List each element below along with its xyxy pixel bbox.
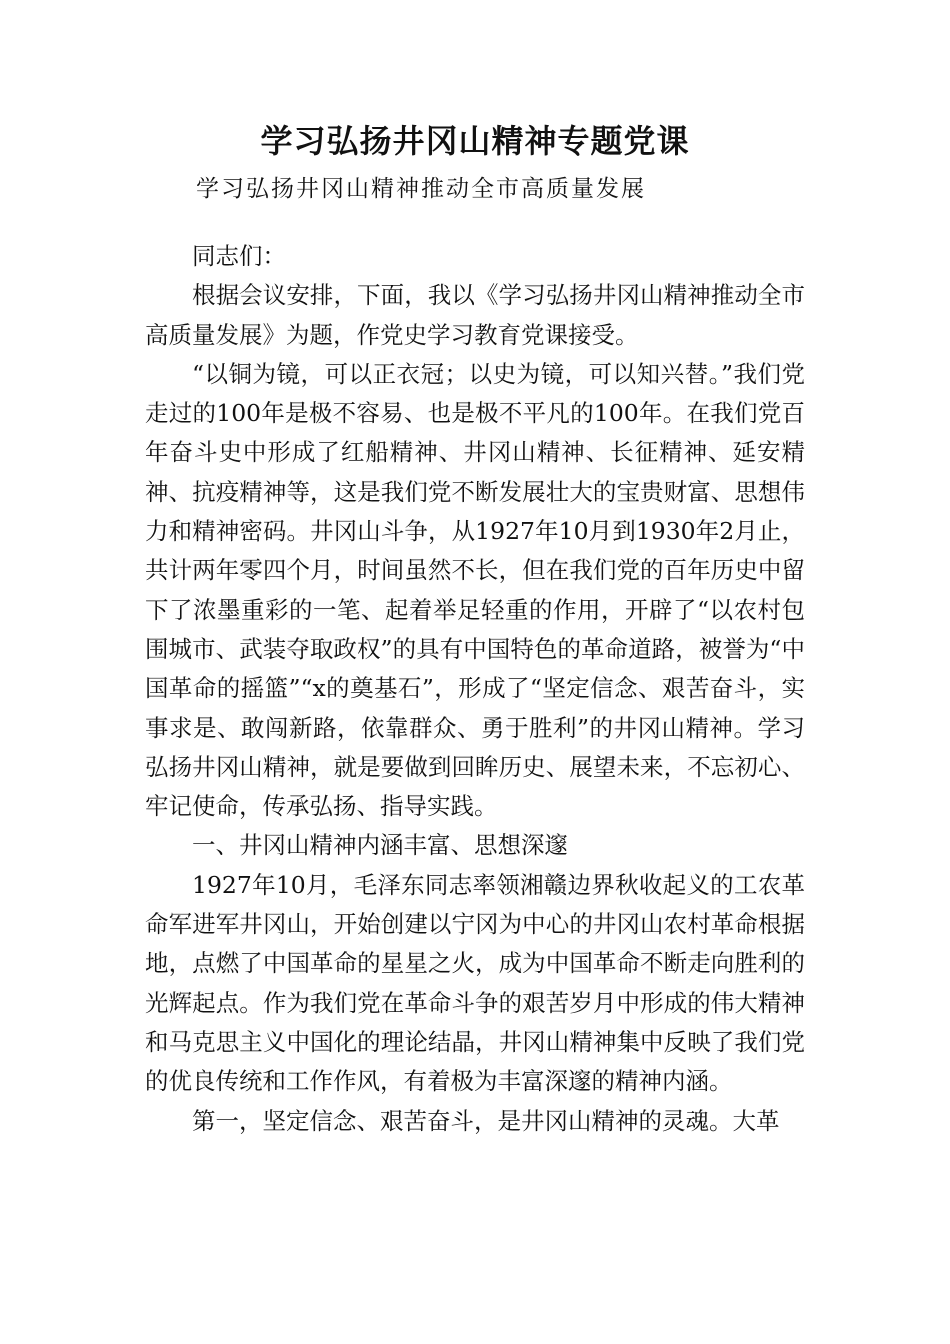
document-subtitle: 学习弘扬井冈山精神推动全市高质量发展 (196, 176, 646, 202)
body-paragraph: 根据会议安排，下面，我以《学习弘扬井冈山精神推动全市高质量发展》为题，作党史学习教育党课接受。 (145, 281, 805, 349)
document-body (145, 237, 805, 1141)
section-heading: 一、井冈山精神内涵丰富、思想深邃 (192, 831, 568, 860)
document-title: 学习弘扬井冈山精神专题党课 (260, 122, 690, 160)
body-paragraph: 第一，坚定信念、艰苦奋斗，是井冈山精神的灵魂。大革 (192, 1106, 780, 1135)
body-paragraph: 1927年10月，毛泽东同志率领湘赣边界秋收起义的工农革命军进军井冈山，开始创建以宁冈为中心的井冈山农村革命根据地，点燃了中国革命的星星之火，成为中国革命不断走向胜利的光辉起点。作为我们党在革命斗争的艰苦岁月中形成的伟大精神和马克思主义中国化的理论结晶，井冈山精神集中反映了我们党的优良传统和工作作风，有着极为丰富深邃的精神内涵。 (145, 870, 805, 1096)
salutation: 同志们： (192, 242, 286, 270)
body-paragraph: “以铜为镜，可以正衣冠；以史为镜，可以知兴替。”我们党走过的100年是极不容易、也是极不平凡的100年。在我们党百年奋斗史中形成了红船精神、井冈山精神、长征精神、延安精神、抗疫精神等，这是我们党不断发展壮大的宝贵财富、思想伟力和精神密码。井冈山斗争，从1927年10月到1930年2月止，共计两年零四个月，时间虽然不长，但在我们党的百年历史中留下了浓墨重彩的一笔、起着举足轻重的作用，开辟了“以农村包围城市、武装夺取政权”的具有中国特色的革命道路，被誉为“中国革命的摇篮”“x的奠基石”，形成了“坚定信念、艰苦奋斗，实事求是、敢闯新路，依靠群众、勇于胜利”的井冈山精神。学习弘扬井冈山精神，就是要做到回眸历史、展望未来，不忘初心、牢记使命，传承弘扬、指导实践。 (145, 359, 805, 821)
